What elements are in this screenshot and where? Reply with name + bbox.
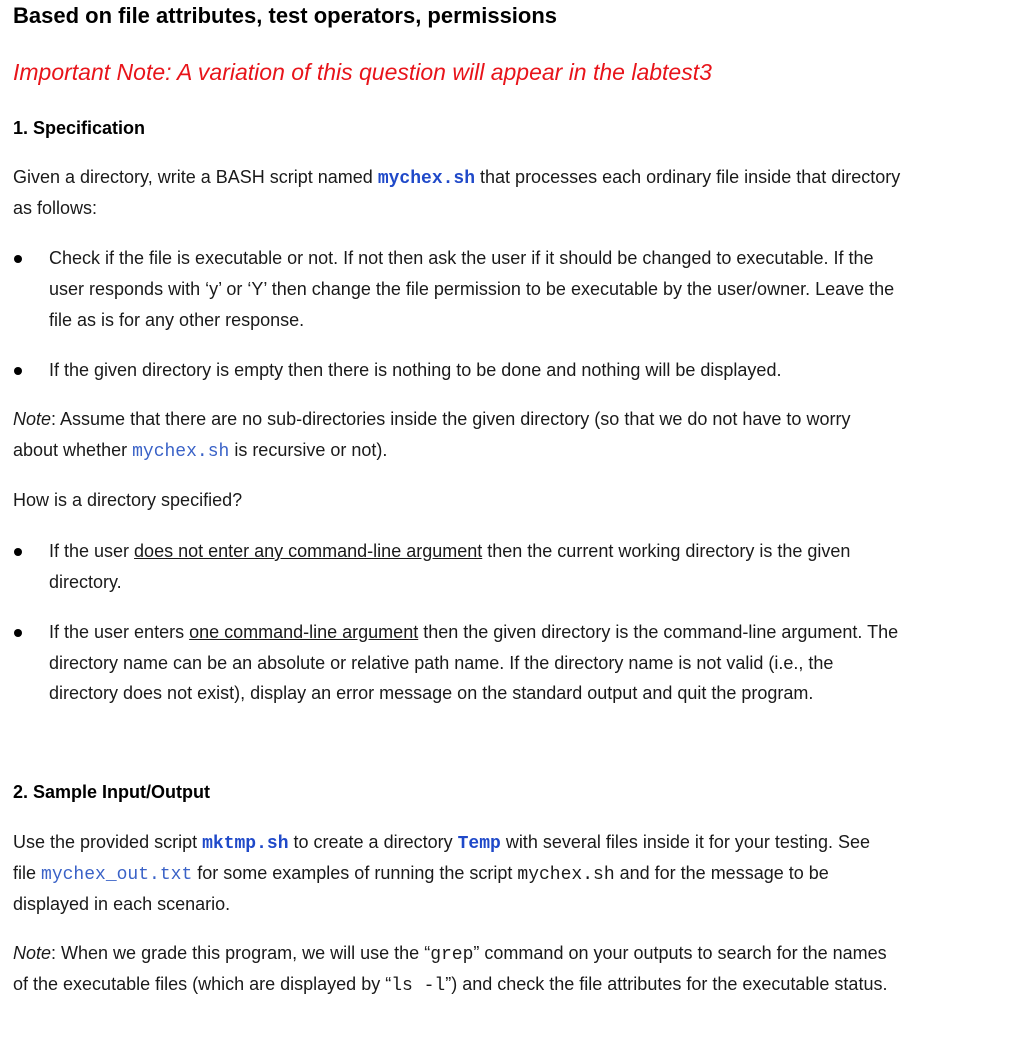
grading-note-text-d: ”) and check the file attributes for the executable status. [445, 974, 888, 994]
sample-text-f: and for the message to be [614, 863, 829, 883]
intro-text-a: Given a directory, write a BASH script named [13, 167, 378, 187]
intro-line-2: as follows: [13, 198, 98, 218]
grep-command: grep [430, 945, 474, 965]
note-text-b: about whether [13, 440, 133, 460]
bullet-dot-icon [14, 548, 22, 556]
bullet-1-line-1: Check if the file is executable or not. If not then ask the user if it should be changed to executable. If the [49, 248, 874, 268]
sample-text-d: file [13, 863, 42, 883]
bullet-3-line-2: directory. [49, 572, 122, 592]
bullet-3-text-b: then the current working directory is the given [482, 541, 851, 561]
bullet-1-line-3: file as is for any other response. [49, 310, 305, 330]
bullet-2-text: If the given directory is empty then there is nothing to be done and nothing will be displayed. [49, 360, 782, 380]
sample-text-e: for some examples of running the script [192, 863, 518, 883]
intro-text-b: that processes each ordinary file inside that directory [475, 167, 901, 187]
sample-line-1 [13, 832, 870, 854]
bullet-4-line-1 [49, 622, 898, 643]
bullet-dot-icon [14, 629, 22, 637]
note-text-a: : Assume that there are no sub-directories inside the given directory (so that we do not have to worry [51, 409, 851, 429]
sample-text-c: with several files inside it for your testing. See [500, 832, 870, 852]
script-name-mktmp: mktmp.sh [202, 834, 289, 854]
grading-note-label: Note [13, 943, 52, 963]
grading-note-text-c: of the executable files (which are displayed by “ [13, 974, 392, 994]
note-label: Note [13, 409, 52, 429]
bullet-1-line-2: user responds with ‘y’ or ‘Y’ then change the file permission to be executable by the user/owner. Leave the [49, 279, 895, 299]
script-name-mychex: mychex.sh [377, 169, 476, 189]
bullet-4-underlined: one command-line argument [189, 622, 419, 642]
note-line-2 [13, 440, 387, 462]
note-script-name: mychex.sh [132, 442, 230, 462]
sample-line-2 [13, 863, 829, 885]
section-1-heading: 1. Specification [13, 118, 146, 138]
output-file-name: mychex_out.txt [41, 865, 193, 885]
sample-script-name: mychex.sh [517, 865, 615, 885]
grading-note-text-b: ” command on your outputs to search for the names [473, 943, 887, 963]
sample-line-3: displayed in each scenario. [13, 894, 231, 914]
directory-name-temp: Temp [457, 834, 501, 854]
bullet-dot-icon [14, 255, 22, 263]
bullet-4-text-b: then the given directory is the command-line argument. The [418, 622, 899, 642]
bullet-4-text-a: If the user enters [49, 622, 190, 642]
document-title: Based on file attributes, test operators, permissions [13, 3, 558, 28]
intro-line-1 [13, 167, 900, 189]
bullet-4-line-2: directory name can be an absolute or relative path name. If the directory name is not valid (i.e., the [49, 653, 834, 673]
grading-note-line-1 [13, 943, 887, 965]
bullet-3-line-1 [49, 541, 850, 562]
bullet-3-text-a: If the user [49, 541, 135, 561]
bullet-4-line-3: directory does not exist), display an error message on the standard output and quit the program. [49, 683, 814, 703]
important-note: Important Note: A variation of this question will appear in the labtest3 [13, 59, 712, 85]
sample-text-a: Use the provided script [13, 832, 203, 852]
note-line-1 [13, 409, 850, 430]
bullet-3-underlined: does not enter any command-line argument [134, 541, 483, 561]
sample-text-b: to create a directory [288, 832, 458, 852]
section-2-heading: 2. Sample Input/Output [13, 782, 210, 802]
note-text-c: is recursive or not). [229, 440, 388, 460]
grading-note-line-2 [13, 974, 887, 996]
ls-command: ls -l [391, 976, 446, 996]
how-question: How is a directory specified? [13, 490, 243, 510]
grading-note-text-a: : When we grade this program, we will use the “ [51, 943, 431, 963]
bullet-dot-icon [14, 367, 22, 375]
